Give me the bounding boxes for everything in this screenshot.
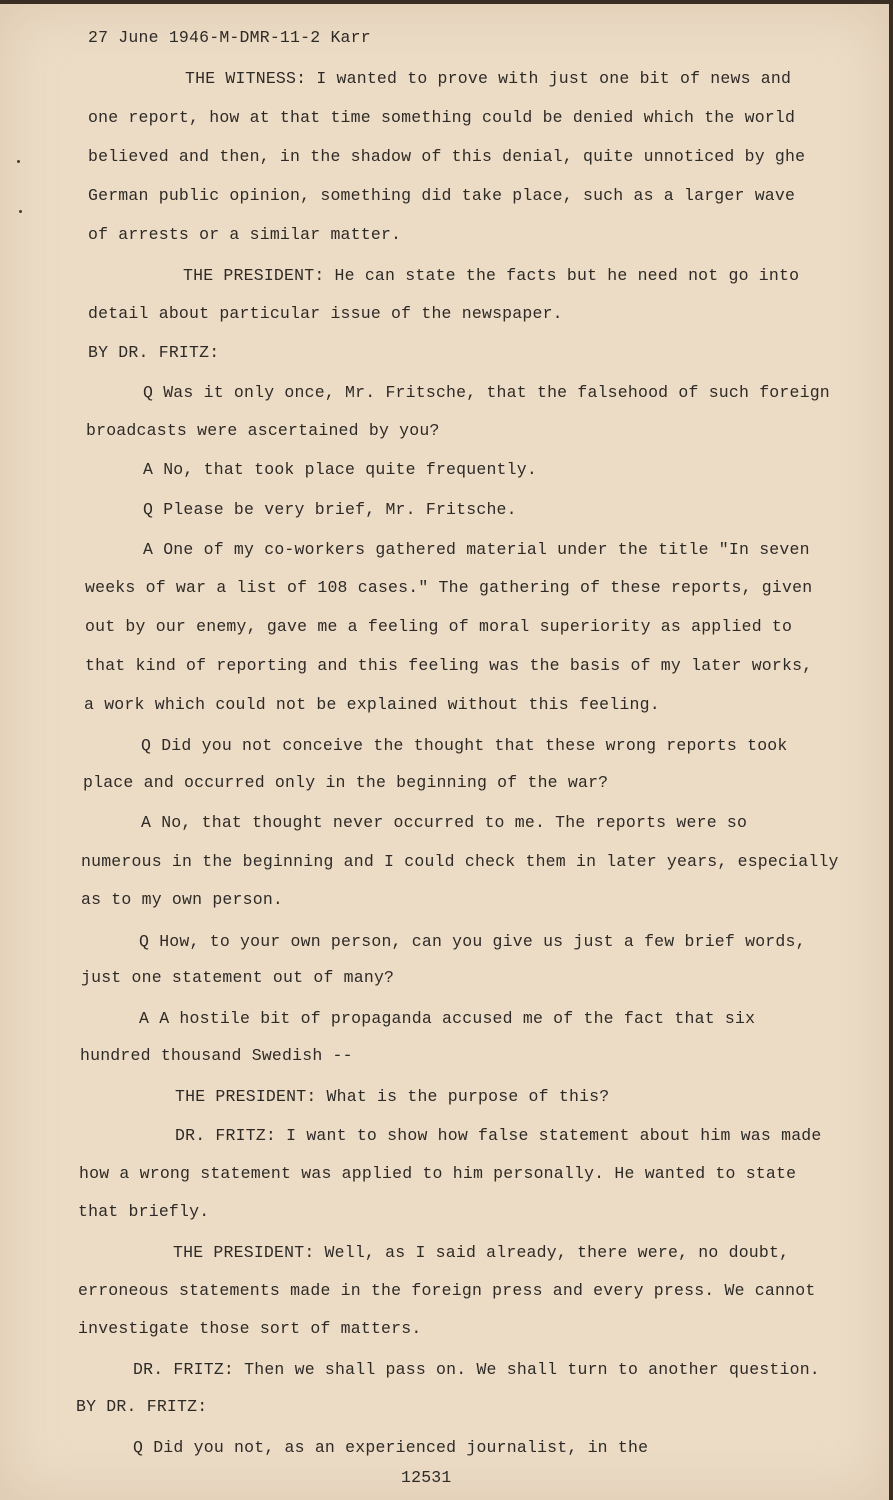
text-line: DR. FRITZ: I want to show how false statement about him was made (175, 1126, 822, 1145)
text-line: THE PRESIDENT: Well, as I said already, there were, no doubt, (173, 1243, 790, 1262)
text-line: believed and then, in the shadow of this denial, quite unnoticed by ghe (88, 147, 806, 166)
text-line: that briefly. (78, 1202, 210, 1221)
text-line: BY DR. FRITZ: (76, 1397, 208, 1416)
text-line: that kind of reporting and this feeling was the basis of my later works, (85, 656, 813, 675)
text-line: out by our enemy, gave me a feeling of moral superiority as applied to (85, 617, 793, 636)
text-line: Q Please be very brief, Mr. Fritsche. (143, 500, 517, 519)
text-line: detail about particular issue of the newspaper. (88, 304, 563, 323)
text-line: DR. FRITZ: Then we shall pass on. We shall turn to another question. (133, 1360, 820, 1379)
text-line: hundred thousand Swedish -- (80, 1046, 353, 1065)
page-header: 27 June 1946-M-DMR-11-2 Karr (88, 28, 371, 47)
text-line: A No, that took place quite frequently. (143, 460, 537, 479)
text-line: German public opinion, something did take place, such as a larger wave (88, 186, 796, 205)
text-line: investigate those sort of matters. (78, 1319, 422, 1338)
text-line: one report, how at that time something could be denied which the world (88, 108, 796, 127)
text-line: A No, that thought never occurred to me. The reports were so (141, 813, 748, 832)
text-line: place and occurred only in the beginning of the war? (83, 773, 609, 792)
text-line: erroneous statements made in the foreign press and every press. We cannot (78, 1281, 816, 1300)
paper-speck (19, 210, 22, 213)
text-line: how a wrong statement was applied to him personally. He wanted to state (79, 1164, 797, 1183)
page-right-edge (889, 0, 893, 1500)
document-page (0, 4, 889, 1500)
text-line: BY DR. FRITZ: (88, 343, 220, 362)
paper-speck (17, 160, 20, 163)
text-line: THE WITNESS: I wanted to prove with just one bit of news and (185, 69, 792, 88)
text-line: numerous in the beginning and I could check them in later years, especially (81, 852, 839, 871)
text-line: broadcasts were ascertained by you? (86, 421, 440, 440)
text-line: a work which could not be explained without this feeling. (84, 695, 660, 714)
text-line: Q Did you not, as an experienced journalist, in the (133, 1438, 649, 1457)
text-line: Q Did you not conceive the thought that these wrong reports took (141, 736, 788, 755)
page-number: 12531 (401, 1468, 452, 1487)
text-line: A One of my co-workers gathered material under the title "In seven (143, 540, 810, 559)
text-line: just one statement out of many? (81, 968, 395, 987)
text-line: Q How, to your own person, can you give us just a few brief words, (139, 932, 806, 951)
text-line: THE PRESIDENT: He can state the facts but he need not go into (183, 266, 800, 285)
text-line: A A hostile bit of propaganda accused me of the fact that six (139, 1009, 756, 1028)
text-line: Q Was it only once, Mr. Fritsche, that the falsehood of such foreign (143, 383, 830, 402)
text-line: weeks of war a list of 108 cases." The gathering of these reports, given (85, 578, 813, 597)
text-line: as to my own person. (81, 890, 284, 909)
text-line: THE PRESIDENT: What is the purpose of this? (175, 1087, 610, 1106)
text-line: of arrests or a similar matter. (88, 225, 402, 244)
